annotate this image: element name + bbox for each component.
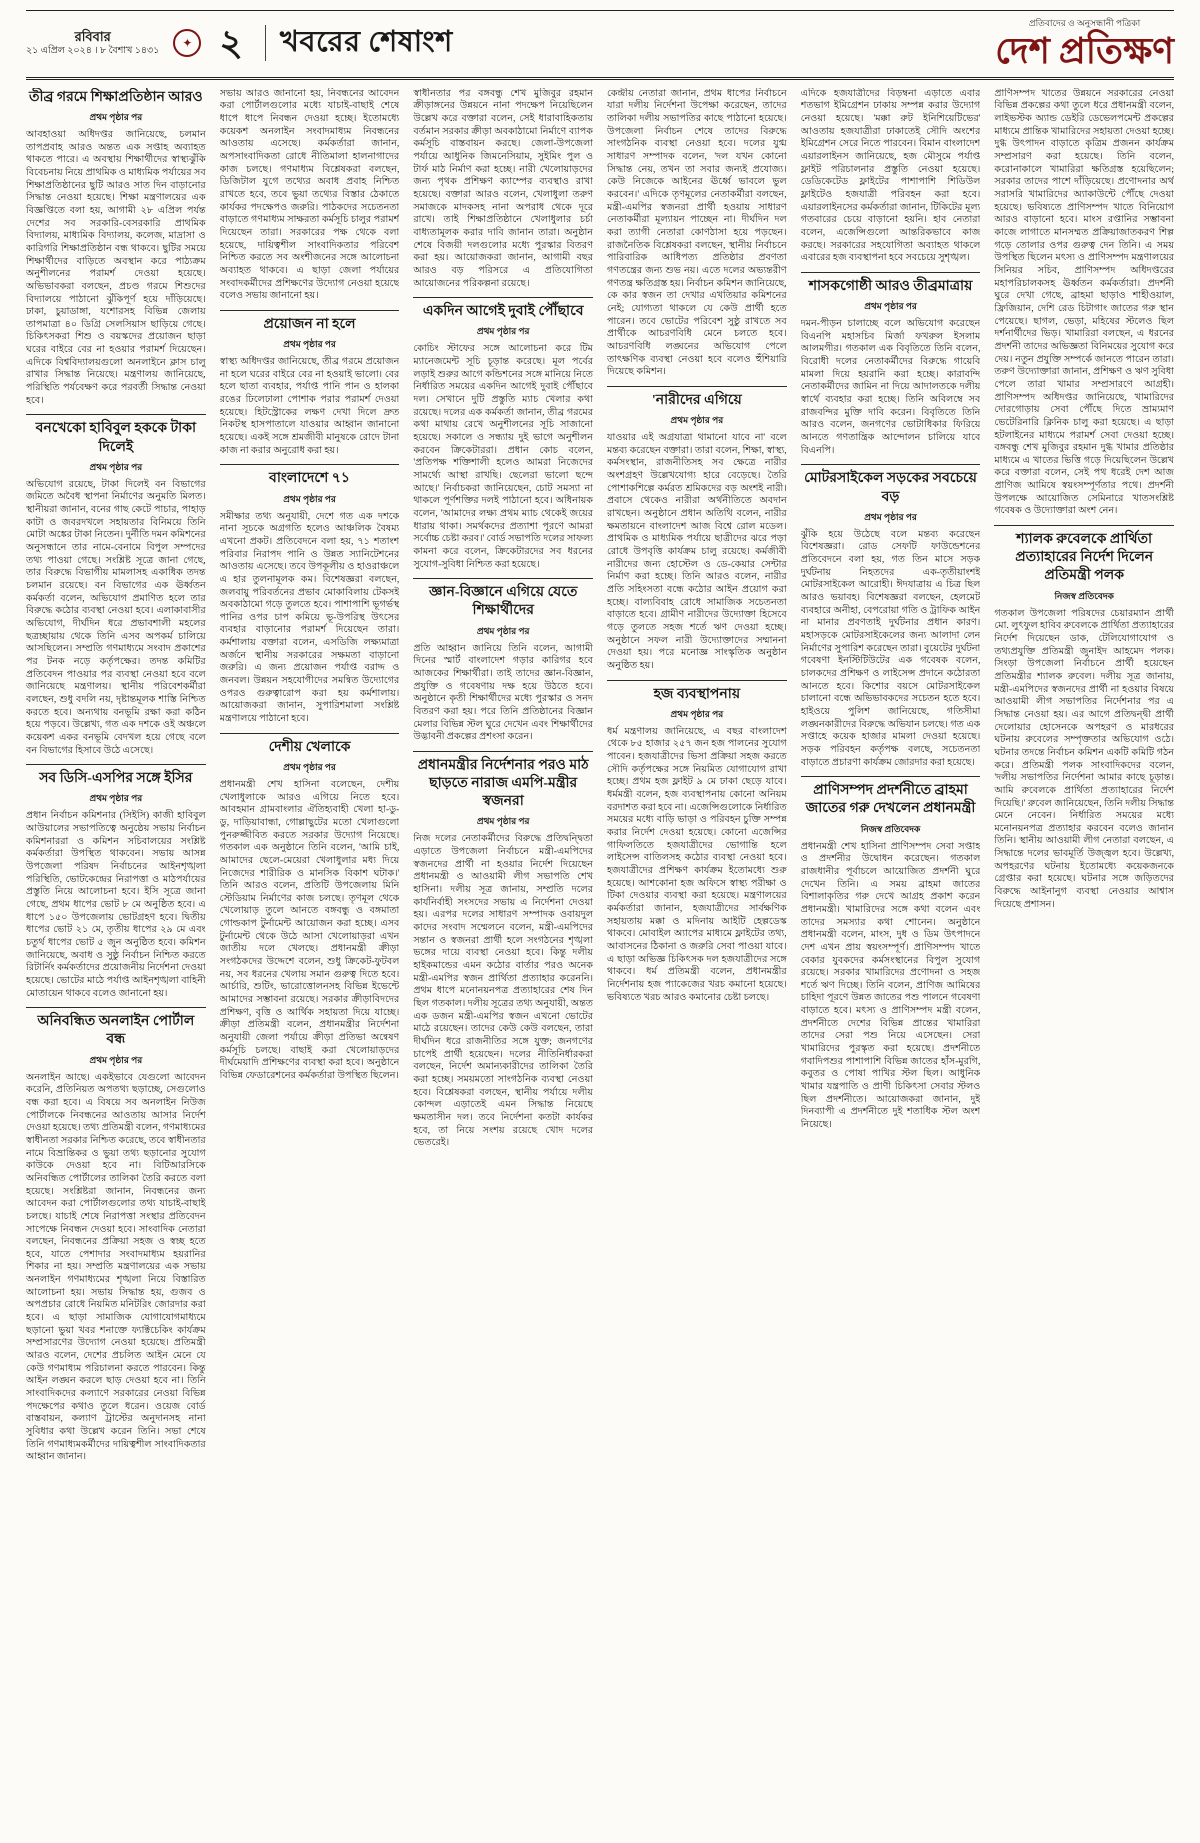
article-byline: প্রথম পৃষ্ঠার পর xyxy=(283,493,336,504)
article-body: প্রধানমন্ত্রী শেখ হাসিনা প্রাণিসম্পদ সেবা সপ্তাহ ও প্রদর্শনীর উদ্বোধন করেছেন। গতকাল রাজধানীর পূর্বাচলে আয়োজিত প্রদর্শনী ঘুরে দেখেন তিনি। এ সময় ব্রাহমা জাতের বিশালাকৃতির গরু দেখে আগ্রহ প্রকাশ করেন প্রধানমন্ত্রী। খামারিদের সঙ্গে কথা বলেন এবং তাদের সমস্যার কথা শোনেন। অনুষ্ঠানে প্রধানমন্ত্রী বলেন, মাংস, দুধ ও ডিম উৎপাদনে দেশ এখন প্রায় স্বয়ংসম্পূর্ণ। প্রাণিসম্পদ খাতে বেকার যুবকদের কর্মসংস্থানের বিপুল সুযোগ রয়েছে। সরকার খামারিদের প্রণোদনা ও সহজ শর্তে ঋণ দিচ্ছে। তিনি বলেন, প্রাণিজ আমিষের চাহিদা পূরণে উন্নত জাতের পশু পালনে গবেষণা বাড়াতে হবে। মৎস্য ও প্রাণিসম্পদ মন্ত্রী বলেন, প্রদর্শনীতে দেশের বিভিন্ন প্রান্তের খামারিরা তাদের সেরা পশু নিয়ে এসেছেন। সেরা খামারিদের পুরস্কৃত করা হয়েছে। প্রদর্শনীতে গবাদিপশুর পাশাপাশি বিভিন্ন জাতের হাঁস-মুরগি, কবুতর ও পোষা পাখির স্টল ছিল। আধুনিক খামার যন্ত্রপাতি ও প্রাণী চিকিৎসা সেবার স্টলও ছিল প্রদর্শনীতে। আয়োজকরা জানান, দুই দিনব্যাপী এ প্রদর্শনীতে দুই শতাধিক স্টল অংশ নিয়েছে। xyxy=(800,840,981,1131)
article-continuation: স্বাধীনতার পর বঙ্গবন্ধু শেখ মুজিবুর রহমান ক্রীড়াঙ্গনের উন্নয়নে নানা পদক্ষেপ নিয়েছিলেন উল্লেখ করে বক্তারা বলেন, সেই ধারাবাহিকতায় বর্তমান সরকার ক্রীড়া অবকাঠামো নির্মাণে ব্যাপক কর্মসূচি বাস্তবায়ন করছে। জেলা-উপজেলা পর্যায়ে আধুনিক জিমনেসিয়াম, সুইমিং পুল ও টার্ফ মাঠ নির্মাণ করা হচ্ছে। নারী খেলোয়াড়দের জন্য পৃথক প্রশিক্ষণ ক্যাম্পের ব্যবস্থাও রাখা হয়েছে। বক্তারা আরও বলেন, খেলাধুলা তরুণ সমাজকে মাদকসহ নানা অপরাধ থেকে দূরে রাখে। তাই শিক্ষাপ্রতিষ্ঠানে খেলাধুলার চর্চা বাধ্যতামূলক করার দাবি জানান তারা। অনুষ্ঠান শেষে বিজয়ী দলগুলোর মধ্যে পুরস্কার বিতরণ করা হয়। আয়োজকরা জানান, আগামী বছর আরও বড় পরিসরে এ প্রতিযোগিতা আয়োজনের পরিকল্পনা রয়েছে। xyxy=(413,87,594,289)
news-column xyxy=(607,88,787,1840)
article-byline: নিজস্ব প্রতিবেদক xyxy=(860,823,921,834)
news-article xyxy=(220,464,400,725)
news-article xyxy=(26,1007,206,1464)
article-headline: প্রয়োজন না হলে xyxy=(263,316,356,332)
news-column xyxy=(220,88,400,1840)
article-body: যাওয়ার এই অগ্রযাত্রা থামানো যাবে না' বলে মন্তব্য করেছেন বক্তারা। তারা বলেন, শিক্ষা, স্বাস্থ্য, কর্মসংস্থান, রাজনীতিসহ সব ক্ষেত্রে নারীর অংশগ্রহণ উল্লেখযোগ্য হারে বেড়েছে। তৈরি পোশাকশিল্পে কর্মরত শ্রমিকদের বড় অংশই নারী। প্রবাসে থেকেও নারীরা অর্থনীতিতে অবদান রাখছেন। অনুষ্ঠানে প্রধান অতিথি বলেন, নারীর ক্ষমতায়নে বাংলাদেশ আজ বিশ্বে রোল মডেল। প্রাথমিক ও মাধ্যমিক পর্যায়ে ছাত্রীদের ঝরে পড়া রোধে উপবৃত্তি কার্যক্রম চালু রয়েছে। কর্মজীবী নারীদের জন্য হোস্টেল ও ডে-কেয়ার সেন্টার নির্মাণ করা হচ্ছে। তিনি আরও বলেন, নারীর প্রতি সহিংসতা বন্ধে কঠোর আইন প্রয়োগ করা হচ্ছে। বাল্যবিবাহ রোধে সামাজিক সচেতনতা বাড়াতে হবে। গ্রামীণ নারীদের উদ্যোক্তা হিসেবে গড়ে তুলতে সহজ শর্তে ঋণ দেওয়া হচ্ছে। অনুষ্ঠানে সফল নারী উদ্যোক্তাদের সম্মাননা দেওয়া হয়। পরে মনোজ্ঞ সাংস্কৃতিক অনুষ্ঠান অনুষ্ঠিত হয়। xyxy=(607,432,787,671)
news-article xyxy=(26,89,206,408)
article-byline: প্রথম পৃষ্ঠার পর xyxy=(864,511,917,522)
section-title: খবরের শেষাংশ xyxy=(279,25,453,58)
article-byline: প্রথম পৃষ্ঠার পর xyxy=(89,793,143,804)
date-block xyxy=(26,29,163,57)
news-column xyxy=(801,88,981,1840)
article-byline: প্রথম পৃষ্ঠার পর xyxy=(476,816,530,827)
news-article xyxy=(26,764,206,1000)
header-divider xyxy=(265,25,266,61)
news-article xyxy=(801,776,981,1131)
article-body: সমীক্ষার তথ্য অনুযায়ী, দেশে গত এক দশকে নানা সূচকে অগ্রগতি হলেও আঞ্চলিক বৈষম্য এখনো প্রকট। প্রতিবেদনে বলা হয়, ৭১ শতাংশ পরিবার নিরাপদ পানি ও উন্নত স্যানিটেশনের আওতায় এসেছে। তবে উপকূলীয় ও হাওরাঞ্চলে এ হার তুলনামূলক কম। বিশেষজ্ঞরা বলছেন, জলবায়ু পরিবর্তনের প্রভাব মোকাবিলায় টেকসই অবকাঠামো গড়ে তুলতে হবে। পাশাপাশি ভূগর্ভস্থ পানির ওপর চাপ কমিয়ে ভূ-উপরিস্থ উৎসের ব্যবহার বাড়ানোর পরামর্শ দিয়েছেন তারা। কর্মশালায় বক্তারা বলেন, এসডিজি লক্ষ্যমাত্রা অর্জনে স্থানীয় সরকারের সক্ষমতা বাড়ানো জরুরি। এ জন্য প্রয়োজন পর্যাপ্ত বরাদ্দ ও জনবল। উন্নয়ন সহযোগীদের সমন্বিত উদ্যোগের ওপরও গুরুত্বারোপ করা হয় কর্মশালায়। আয়োজকরা জানান, সুপারিশমালা সংশ্লিষ্ট মন্ত্রণালয়ে পাঠানো হবে। xyxy=(219,510,400,725)
article-headline: হজ ব্যবস্থাপনায় xyxy=(653,686,741,702)
masthead-tagline: প্রতিবাদের ও অনুসন্ধানী পত্রিকা xyxy=(1028,18,1141,28)
news-column xyxy=(994,88,1174,1840)
article-body: প্রতি আহ্বান জানিয়ে তিনি বলেন, আগামী দিনের স্মার্ট বাংলাদেশ গড়ার কারিগর হবে আজকের শিক্ষার্থীরা। তাই তাদের জ্ঞান-বিজ্ঞান, প্রযুক্তি ও গবেষণায় দক্ষ হয়ে উঠতে হবে। অনুষ্ঠানে কৃতী শিক্ষার্থীদের মধ্যে পুরস্কার ও সনদ বিতরণ করা হয়। পরে তিনি প্রতিষ্ঠানের বিজ্ঞান মেলার বিভিন্ন স্টল ঘুরে দেখেন এবং শিক্ষার্থীদের উদ্ভাবনী প্রকল্পের প্রশংসা করেন। xyxy=(413,642,594,743)
page-header xyxy=(26,10,1174,80)
page-number: ২ xyxy=(219,23,243,64)
date-line: ২১ এপ্রিল ২০২৪ । ৮ বৈশাখ ১৪৩১ xyxy=(26,45,160,56)
article-body: কোচিং স্টাফের সঙ্গে আলোচনা করে টিম ম্যানেজমেন্ট সূচি চূড়ান্ত করেছে। মূল পর্বের লড়াই শুরুর আগে কন্ডিশনের সঙ্গে মানিয়ে নিতে নির্ধারিত সময়ের একদিন আগেই দুবাই পৌঁছাবে দল। সেখানে দুটি প্রস্তুতি ম্যাচ খেলার কথা রয়েছে। দলের এক কর্মকর্তা জানান, তীব্র গরমের কথা মাথায় রেখে অনুশীলনের সূচি সাজানো হয়েছে। সকালে ও সন্ধ্যায় দুই ভাগে অনুশীলন করবেন ক্রিকেটাররা। প্রধান কোচ বলেন, 'প্রতিপক্ষ শক্তিশালী হলেও আমরা নিজেদের সামর্থ্যে আস্থা রাখছি। ছেলেরা ভালো ছন্দে আছে।' নির্বাচকরা জানিয়েছেন, চোট সমস্যা না থাকলে পূর্ণশক্তির দলই পাঠানো হবে। অধিনায়ক বলেন, 'আমাদের লক্ষ্য প্রথম ম্যাচ থেকেই জয়ের ধারায় থাকা। সমর্থকদের প্রত্যাশা পূরণে আমরা সর্বোচ্চ চেষ্টা করব।' বোর্ড সভাপতি দলের সাফল্য কামনা করে বলেন, ক্রিকেটারদের সব ধরনের সুযোগ-সুবিধা নিশ্চিত করা হয়েছে। xyxy=(413,343,594,570)
news-article xyxy=(607,386,787,673)
article-continuation: কেন্দ্রীয় নেতারা জানান, প্রথম ধাপের নির্বাচনে যারা দলীয় নির্দেশনা উপেক্ষা করেছেন, তাদের তালিকা দলীয় সভাপতির কাছে পাঠানো হয়েছে। উপজেলা নির্বাচন শেষে তাদের বিরুদ্ধে সাংগঠনিক ব্যবস্থা নেওয়া হবে। দলের যুগ্ম সাধারণ সম্পাদক বলেন, 'দল যখন কোনো সিদ্ধান্ত নেয়, তখন তা সবার জন্যই প্রযোজ্য। কেউ নিজেকে আইনের ঊর্ধ্বে ভাবলে ভুল করবেন।' এদিকে তৃণমূলের নেতাকর্মীরা বলছেন, মন্ত্রী-এমপির স্বজনরা প্রার্থী হওয়ায় সাধারণ নেতাকর্মীরা মূল্যায়ন পাচ্ছেন না। দীর্ঘদিন দল করা ত্যাগী নেতারা কোণঠাসা হয়ে পড়ছেন। রাজনৈতিক বিশ্লেষকরা বলছেন, স্থানীয় নির্বাচনে পারিবারিক আধিপত্য প্রতিষ্ঠার প্রবণতা গণতন্ত্রের জন্য শুভ নয়। এতে দলের অভ্যন্তরীণ গণতন্ত্র ক্ষতিগ্রস্ত হয়। নির্বাচন কমিশন জানিয়েছে, কে কার স্বজন তা দেখার এখতিয়ার কমিশনের নেই; যোগ্যতা থাকলে যে কেউ প্রার্থী হতে পারেন। তবে ভোটের পরিবেশ সুষ্ঠু রাখতে সব প্রার্থীকে আচরণবিধি মেনে চলতে হবে। আচরণবিধি লঙ্ঘনের অভিযোগ পেলে তাৎক্ষণিক ব্যবস্থা নেওয়া হবে বলেও হুঁশিয়ারি দিয়েছে কমিশন। xyxy=(607,87,787,378)
article-byline: প্রথম পৃষ্ঠার পর xyxy=(89,1054,143,1065)
article-body: প্রধানমন্ত্রী শেখ হাসিনা বলেছেন, দেশীয় খেলাধুলাকে আরও এগিয়ে নিতে হবে। আবহমান গ্রামবাংলার ঐতিহ্যবাহী খেলা হা-ডু-ডু, দাড়িয়াবান্ধা, গোল্লাছুটের মতো খেলাগুলো পুনরুজ্জীবিত করতে সরকার উদ্যোগ নিয়েছে। গতকাল এক অনুষ্ঠানে তিনি বলেন, 'আমি চাই, আমাদের ছেলে-মেয়েরা খেলাধুলার মধ্য দিয়ে নিজেদের শারীরিক ও মানসিক বিকাশ ঘটাক।' তিনি আরও বলেন, প্রতিটি উপজেলায় মিনি স্টেডিয়াম নির্মাণের কাজ চলছে। তৃণমূল থেকে খেলোয়াড় তুলে আনতে বঙ্গবন্ধু ও বঙ্গমাতা গোল্ডকাপ টুর্নামেন্ট আয়োজন করা হচ্ছে। এসব টুর্নামেন্ট থেকে উঠে আসা খেলোয়াড়রা এখন জাতীয় দলে খেলছে। প্রধানমন্ত্রী ক্রীড়া সংগঠকদের উদ্দেশে বলেন, শুধু ক্রিকেট-ফুটবল নয়, সব ধরনের খেলায় সমান গুরুত্ব দিতে হবে। আর্চারি, শুটিং, ভারোত্তোলনসহ বিভিন্ন ইভেন্টে আমাদের সম্ভাবনা রয়েছে। সরকার ক্রীড়াবিদদের প্রশিক্ষণ, বৃত্তি ও আর্থিক সহায়তা দিয়ে যাচ্ছে। ক্রীড়া প্রতিমন্ত্রী বলেন, প্রধানমন্ত্রীর নির্দেশনা অনুযায়ী জেলা পর্যায়ে ক্রীড়া প্রতিভা অন্বেষণ কর্মসূচি চলছে। বাছাই করা খেলোয়াড়দের দীর্ঘমেয়াদি প্রশিক্ষণের ব্যবস্থা করা হবে। অনুষ্ঠানে বিভিন্ন ফেডারেশনের কর্মকর্তারা উপস্থিত ছিলেন। xyxy=(219,778,400,1082)
article-continuation: প্রাণিসম্পদ খাতের উন্নয়নে সরকারের নেওয়া বিভিন্ন প্রকল্পের কথা তুলে ধরে প্রধানমন্ত্রী বলেন, লাইভস্টক অ্যান্ড ডেইরি ডেভেলপমেন্ট প্রকল্পের মাধ্যমে প্রান্তিক খামারিদের সহায়তা দেওয়া হচ্ছে। দুগ্ধ উৎপাদন বাড়াতে কৃত্রিম প্রজনন কার্যক্রম সম্প্রসারণ করা হয়েছে। তিনি বলেন, করোনাকালে খামারিরা ক্ষতিগ্রস্ত হয়েছিলেন; সরকার তাদের পাশে দাঁড়িয়েছে। প্রণোদনার অর্থ সরাসরি খামারিদের অ্যাকাউন্টে পৌঁছে দেওয়া হয়েছে। ভবিষ্যতে প্রাণিসম্পদ খাতে বিনিয়োগ আরও বাড়ানো হবে। মাংস রপ্তানির সম্ভাবনা কাজে লাগাতে মানসম্মত প্রক্রিয়াজাতকরণ শিল্প গড়ে তোলার ওপর গুরুত্ব দেন তিনি। এ সময় উপস্থিত ছিলেন মৎস্য ও প্রাণিসম্পদ মন্ত্রণালয়ের সিনিয়র সচিব, প্রাণিসম্পদ অধিদপ্তরের মহাপরিচালকসহ ঊর্ধ্বতন কর্মকর্তারা। প্রদর্শনী ঘুরে দেখা গেছে, ব্রাহমা ছাড়াও শাহীওয়াল, ফ্রিজিয়ান, দেশি রেড চিটাগাং জাতের গরু স্থান পেয়েছে। ছাগল, ভেড়া, মহিষের স্টলেও ছিল দর্শনার্থীদের ভিড়। খামারিরা বলছেন, এ ধরনের প্রদর্শনী তাদের অভিজ্ঞতা বিনিময়ের সুযোগ করে দেয়। নতুন প্রযুক্তি সম্পর্কে জানতে পারেন তারা। তরুণ উদ্যোক্তারা জানান, প্রশিক্ষণ ও ঋণ সুবিধা পেলে তারা খামার সম্প্রসারণে আগ্রহী। প্রাণিসম্পদ অধিদপ্তর জানিয়েছে, খামারিদের দোরগোড়ায় সেবা পৌঁছে দিতে ভ্রাম্যমাণ ভেটেরিনারি ক্লিনিক চালু করা হয়েছে। এ ছাড়া হটলাইনের মাধ্যমে পরামর্শ সেবা দেওয়া হচ্ছে। বঙ্গবন্ধু শেখ মুজিবুর রহমান দুগ্ধ খামার প্রতিষ্ঠার মাধ্যমে এ খাতের ভিত্তি গড়ে দিয়েছিলেন উল্লেখ করে বক্তারা বলেন, সেই পথ ধরেই দেশ আজ প্রাণিজ আমিষে স্বয়ংসম্পূর্ণতার পথে। প্রদর্শনী উপলক্ষে আয়োজিত সেমিনারে খাতসংশ্লিষ্ট গবেষক ও উদ্যোক্তারা অংশ নেন। xyxy=(994,87,1174,517)
article-body: দমন-পীড়ন চালাচ্ছে বলে অভিযোগ করেছেন বিএনপি মহাসচিব মির্জা ফখরুল ইসলাম আলমগীর। গতকাল এক বিবৃতিতে তিনি বলেন, বিরোধী দলের নেতাকর্মীদের বিরুদ্ধে গায়েবি মামলা দিয়ে হয়রানি করা হচ্ছে। কারাবন্দি নেতাকর্মীদের জামিন না দিয়ে আদালতকে দলীয় স্বার্থে ব্যবহার করা হচ্ছে। তিনি অবিলম্বে সব রাজবন্দির মুক্তি দাবি করেন। বিবৃতিতে তিনি আরও বলেন, জনগণের ভোটাধিকার ফিরিয়ে আনতে গণতান্ত্রিক আন্দোলন চালিয়ে যাবে বিএনপি। xyxy=(800,318,981,456)
article-byline: প্রথম পৃষ্ঠার পর xyxy=(670,708,724,719)
news-column xyxy=(413,88,593,1840)
article-headline: তীব্র গরমে শিক্ষাপ্রতিষ্ঠান আরও xyxy=(28,89,203,105)
article-headline: শ্যালক রুবেলকে প্রার্থিতা প্রত্যাহারের নির্দেশ দিলেন প্রতিমন্ত্রী পলক xyxy=(1015,532,1154,584)
weekday-label: রবিবার xyxy=(74,29,111,45)
article-byline: প্রথম পৃষ্ঠার পর xyxy=(670,415,724,426)
news-article xyxy=(220,733,400,1083)
article-headline: মোটরসাইকেল সড়কের সবচেয়ে বড় xyxy=(804,471,977,505)
article-body: গতকাল উপজেলা পরিষদের চেয়ারম্যান প্রার্থী মো. লুৎফুল হাবিব রুবেলকে প্রার্থিতা প্রত্যাহারের নির্দেশ দিয়েছেন ডাক, টেলিযোগাযোগ ও তথ্যপ্রযুক্তি প্রতিমন্ত্রী জুনাইদ আহমেদ পলক। সিংড়া উপজেলা নির্বাচনে প্রার্থী হয়েছেন প্রতিমন্ত্রীর শ্যালক রুবেল। দলীয় সূত্র জানায়, মন্ত্রী-এমপিদের স্বজনদের প্রার্থী না হওয়ার বিষয়ে আওয়ামী লীগ সভাপতির নির্দেশনার পর এ সিদ্ধান্ত নেওয়া হয়। এর আগে প্রতিদ্বন্দ্বী প্রার্থী দেলোয়ার হোসেনকে অপহরণ ও মারধরের ঘটনায় রুবেলের সম্পৃক্ততার অভিযোগ ওঠে। ঘটনার তদন্তে নির্বাচন কমিশন একটি কমিটি গঠন করে। প্রতিমন্ত্রী পলক সাংবাদিকদের বলেন, 'দলীয় সভাপতির নির্দেশনা আমার কাছে চূড়ান্ত। আমি রুবেলকে প্রার্থিতা প্রত্যাহারের নির্দেশ দিয়েছি।' রুবেল জানিয়েছেন, তিনি দলীয় সিদ্ধান্ত মেনে নেবেন। নির্ধারিত সময়ের মধ্যে মনোনয়নপত্র প্রত্যাহার করবেন বলেও জানান তিনি। স্থানীয় আওয়ামী লীগ নেতারা বলছেন, এ সিদ্ধান্তে দলের ভাবমূর্তি উজ্জ্বল হবে। উল্লেখ্য, অপহরণের ঘটনায় ইতোমধ্যে কয়েকজনকে গ্রেপ্তার করা হয়েছে। ঘটনার সঙ্গে জড়িতদের বিরুদ্ধে আইনানুগ ব্যবস্থা নেওয়ার আশ্বাস দিয়েছে প্রশাসন। xyxy=(994,607,1174,910)
news-article xyxy=(801,272,981,457)
article-byline: প্রথম পৃষ্ঠার পর xyxy=(864,301,917,312)
article-byline: প্রথম পৃষ্ঠার পর xyxy=(476,326,530,337)
article-headline: অনিবন্ধিত অনলাইন পোর্টাল বন্ধ xyxy=(37,1014,195,1048)
article-body: প্রধান নির্বাচন কমিশনার (সিইসি) কাজী হাবিবুল আউয়ালের সভাপতিত্বে অনুষ্ঠেয় সভায় নির্বাচন কমিশনাররা ও কমিশন সচিবালয়ের সংশ্লিষ্ট কর্মকর্তারা উপস্থিত থাকবেন। সভায় আসন্ন উপজেলা পরিষদ নির্বাচনের আইনশৃঙ্খলা পরিস্থিতি, ভোটকেন্দ্রের নিরাপত্তা ও মাঠপর্যায়ের প্রস্তুতি নিয়ে আলোচনা হবে। ইসি সূত্রে জানা গেছে, প্রথম ধাপের ভোট ৮ মে অনুষ্ঠিত হবে। এ ধাপে ১৫০ উপজেলায় ভোটগ্রহণ হবে। দ্বিতীয় ধাপের ভোট ২১ মে, তৃতীয় ধাপের ২৯ মে এবং চতুর্থ ধাপের ভোট ৫ জুন অনুষ্ঠিত হবে। কমিশন জানিয়েছে, অবাধ ও সুষ্ঠু নির্বাচন নিশ্চিত করতে রিটার্নিং কর্মকর্তাদের প্রয়োজনীয় নির্দেশনা দেওয়া হয়েছে। ভোটের মাঠে পর্যাপ্ত আইনশৃঙ্খলা বাহিনী মোতায়েন থাকবে বলেও জানানো হয়। xyxy=(26,810,206,999)
article-byline: প্রথম পৃষ্ঠার পর xyxy=(476,625,530,636)
article-continuation: এদিকে হজযাত্রীদের বিড়ম্বনা এড়াতে এবার শতভাগ ইমিগ্রেশন ঢাকায় সম্পন্ন করার উদ্যোগ নেওয়া হয়েছে। 'মক্কা রুট ইনিশিয়েটিভের' আওতায় হজযাত্রীরা ঢাকাতেই সৌদি অংশের ইমিগ্রেশন সেরে নিতে পারবেন। বিমান বাংলাদেশ এয়ারলাইনস জানিয়েছে, হজ মৌসুমে পর্যাপ্ত ফ্লাইট পরিচালনার প্রস্তুতি নেওয়া হয়েছে। ডেডিকেটেড ফ্লাইটের পাশাপাশি শিডিউল ফ্লাইটেও হজযাত্রী পরিবহন করা হবে। এয়ারলাইনসের কর্মকর্তারা জানান, টিকিটের মূল্য গতবারের চেয়ে বাড়ানো হয়নি। হাব নেতারা বলেন, এজেন্সিগুলো আন্তরিকভাবে কাজ করছে। সরকারের সহযোগিতা অব্যাহত থাকলে এবারের হজ ব্যবস্থাপনা হবে সবচেয়ে সুশৃঙ্খল। xyxy=(800,87,981,264)
article-byline: প্রথম পৃষ্ঠার পর xyxy=(89,461,143,472)
article-body: নিজ দলের নেতাকর্মীদের বিরুদ্ধে প্রতিদ্বন্দ্বিতা এড়াতে উপজেলা নির্বাচনে মন্ত্রী-এমপিদের স্বজনদের প্রার্থী না হওয়ার নির্দেশ দিয়েছেন প্রধানমন্ত্রী ও আওয়ামী লীগ সভাপতি শেখ হাসিনা। দলীয় সূত্র জানায়, সম্প্রতি দলের কার্যনির্বাহী সংসদের সভায় এ নির্দেশনা দেওয়া হয়। এরপর দলের সাধারণ সম্পাদক ওবায়দুল কাদের সংবাদ সম্মেলনে বলেন, মন্ত্রী-এমপিদের সন্তান ও স্বজনরা প্রার্থী হলে সংগঠনের শৃঙ্খলা ভঙ্গের দায়ে ব্যবস্থা নেওয়া হবে। কিন্তু দলীয় হাইকমান্ডের এমন কঠোর বার্তার পরও অনেক মন্ত্রী-এমপির স্বজন প্রার্থিতা প্রত্যাহার করেননি। প্রথম ধাপে মনোনয়নপত্র প্রত্যাহারের শেষ দিন ছিল গতকাল। দলীয় সূত্রের তথ্য অনুযায়ী, অন্তত এক ডজন মন্ত্রী-এমপির স্বজন এখনো ভোটের মাঠে রয়েছেন। তাদের কেউ কেউ বলছেন, তারা দীর্ঘদিন ধরে রাজনীতির সঙ্গে যুক্ত; জনগণের চাপেই প্রার্থী হয়েছেন। দলের নীতিনির্ধারকরা বলছেন, নির্দেশ অমান্যকারীদের তালিকা তৈরি করা হচ্ছে। সময়মতো সাংগঠনিক ব্যবস্থা নেওয়া হবে। বিশ্লেষকরা বলছেন, স্থানীয় পর্যায়ে দলীয় কোন্দল এড়াতেই এমন সিদ্ধান্ত নিয়েছে ক্ষমতাসীন দল। তবে নির্দেশনা কতটা কার্যকর হবে, তা নিয়ে সংশয় রয়েছে খোদ দলের ভেতরেই। xyxy=(413,833,594,1149)
masthead-block xyxy=(985,16,1174,71)
article-headline: বনখেকো হাবিবুল হককে টাকা দিলেই xyxy=(35,421,197,455)
columns-area xyxy=(26,88,1174,1840)
news-column xyxy=(26,88,206,1840)
news-article xyxy=(607,680,787,1005)
news-article xyxy=(994,525,1174,911)
article-body: ঝুঁকি হয়ে উঠেছে বলে মন্তব্য করেছেন বিশেষজ্ঞরা। রোড সেফটি ফাউন্ডেশনের প্রতিবেদনে বলা হয়, গত তিন মাসে সড়ক দুর্ঘটনায় নিহতদের এক-তৃতীয়াংশই মোটরসাইকেল আরোহী। ঈদযাত্রায় এ চিত্র ছিল আরও ভয়াবহ। বিশেষজ্ঞরা বলছেন, হেলমেট ব্যবহারে অনীহা, বেপরোয়া গতি ও ট্রাফিক আইন না মানার প্রবণতাই দুর্ঘটনার প্রধান কারণ। মহাসড়কে মোটরসাইকেলের জন্য আলাদা লেন নির্মাণের সুপারিশ করেছেন তারা। বুয়েটের দুর্ঘটনা গবেষণা ইনস্টিটিউটের এক গবেষক বলেন, চালকদের প্রশিক্ষণ ও লাইসেন্স প্রদানে কঠোরতা আনতে হবে। কিশোর বয়সে মোটরসাইকেল চালানো বন্ধে অভিভাবকদের সচেতন হতে হবে। হাইওয়ে পুলিশ জানিয়েছে, গতিসীমা লঙ্ঘনকারীদের বিরুদ্ধে অভিযান চলছে। গত এক সপ্তাহে কয়েক হাজার মামলা দেওয়া হয়েছে। সড়ক পরিবহন কর্তৃপক্ষ বলছে, সচেতনতা বাড়াতে প্রচারণা কার্যক্রম জোরদার করা হয়েছে। xyxy=(800,528,981,768)
article-body: স্বাস্থ্য অধিদপ্তর জানিয়েছে, তীব্র গরমে প্রয়োজন না হলে ঘরের বাইরে বের না হওয়াই ভালো। বের হলে ছাতা ব্যবহার, পর্যাপ্ত পানি পান ও হালকা রঙের ঢিলেঢালা পোশাক পরার পরামর্শ দেওয়া হয়েছে। হিটস্ট্রোকের লক্ষণ দেখা দিলে দ্রুত নিকটস্থ হাসপাতালে যাওয়ার আহ্বান জানানো হয়েছে। একই সঙ্গে শ্রমজীবী মানুষকে রোদে টানা কাজ না করার অনুরোধ করা হয়। xyxy=(219,356,400,456)
news-article xyxy=(801,464,981,769)
article-headline: জ্ঞান-বিজ্ঞানে এগিয়ে যেতে শিক্ষার্থীদের xyxy=(429,585,578,619)
article-headline: বাংলাদেশে ৭১ xyxy=(269,471,350,487)
article-headline: 'নারীদের এগিয়ে xyxy=(651,392,742,408)
article-byline: প্রথম পৃষ্ঠার পর xyxy=(283,761,336,772)
masthead: দেশ প্রতিক্ষণ xyxy=(995,31,1174,71)
article-headline: শাসকগোষ্ঠী আরও তীব্রমাত্রায় xyxy=(808,278,973,294)
article-body: আবহাওয়া অধিদপ্তর জানিয়েছে, চলমান তাপপ্রবাহ আরও অন্তত এক সপ্তাহ অব্যাহত থাকতে পারে। এ অবস্থায় শিক্ষার্থীদের স্বাস্থ্যঝুঁকি বিবেচনায় নিয়ে প্রাথমিক ও মাধ্যমিক পর্যায়ের সব শিক্ষাপ্রতিষ্ঠানের ছুটি আরও সাত দিন বাড়ানোর সিদ্ধান্ত নেওয়া হয়েছে। শিক্ষা মন্ত্রণালয়ের এক বিজ্ঞপ্তিতে বলা হয়, আগামী ২৮ এপ্রিল পর্যন্ত দেশের সব সরকারি-বেসরকারি প্রাথমিক বিদ্যালয়, মাধ্যমিক বিদ্যালয়, কলেজ, মাদ্রাসা ও কারিগরি শিক্ষাপ্রতিষ্ঠান বন্ধ থাকবে। ছুটির সময়ে শিক্ষার্থীদের বাড়িতে অবস্থান করে পাঠ্যক্রম অনুশীলনের পরামর্শ দেওয়া হয়েছে। অভিভাবকরা বলছেন, প্রচণ্ড গরমে শিশুদের বিদ্যালয়ে পাঠানো ঝুঁকিপূর্ণ হয়ে দাঁড়িয়েছে। ঢাকা, চুয়াডাঙ্গা, যশোরসহ বিভিন্ন জেলায় তাপমাত্রা ৪০ ডিগ্রি সেলসিয়াস ছাড়িয়ে গেছে। চিকিৎসকরা শিশু ও বয়স্কদের প্রয়োজন ছাড়া ঘরের বাইরে বের না হওয়ার পরামর্শ দিয়েছেন। এদিকে বিশ্ববিদ্যালয়গুলো অনলাইনে ক্লাস চালু রাখার সিদ্ধান্ত নিয়েছে। মন্ত্রণালয় জানিয়েছে, পরিস্থিতি পর্যবেক্ষণ করে পরবর্তী সিদ্ধান্ত নেওয়া হবে। xyxy=(26,128,206,406)
news-article xyxy=(220,310,400,457)
article-continuation: সভায় আরও জানানো হয়, নিবন্ধনের আবেদন করা পোর্টালগুলোর মধ্যে যাচাই-বাছাই শেষে ধাপে ধাপে নিবন্ধন দেওয়া হচ্ছে। ইতোমধ্যে কয়েকশ অনলাইন সংবাদমাধ্যম নিবন্ধনের আওতায় এসেছে। কর্মকর্তারা জানান, অপসাংবাদিকতা রোধে নীতিমালা হালনাগাদের কাজ চলছে। গণমাধ্যম বিশ্লেষকরা বলছেন, ডিজিটাল যুগে তথ্যের অবাধ প্রবাহ নিশ্চিত রাখতে হবে, তবে ভুয়া তথ্যের বিস্তার ঠেকাতে কার্যকর পদক্ষেপও জরুরি। পাঠকদের সচেতনতা বাড়াতে গণমাধ্যম সাক্ষরতা কর্মসূচি চালুর পরামর্শ দিয়েছেন তারা। সরকারের পক্ষ থেকে বলা হয়েছে, দায়িত্বশীল সাংবাদিকতার পরিবেশ নিশ্চিত করতে সব অংশীজনের সঙ্গে আলোচনা অব্যাহত থাকবে। এ ছাড়া জেলা পর্যায়ের সংবাদকর্মীদের প্রশিক্ষণের উদ্যোগ নেওয়া হয়েছে বলেও সভায় জানানো হয়। xyxy=(219,87,400,302)
article-byline: নিজস্ব প্রতিবেদক xyxy=(1054,590,1114,601)
article-byline: প্রথম পৃষ্ঠার পর xyxy=(89,111,143,122)
news-article xyxy=(413,297,593,571)
article-headline: সব ডিসি-এসপির সঙ্গে ইসির xyxy=(39,771,193,787)
article-byline: প্রথম পৃষ্ঠার পর xyxy=(283,339,336,350)
article-body: অনলাইন আছে। একইভাবে যেগুলো আবেদন করেনি, প্রতিনিয়ত অপতথ্য ছড়াচ্ছে, সেগুলোও বন্ধ করা হবে। এ বিষয়ে সব অনলাইন নিউজ পোর্টালকে নিবন্ধনের আওতায় আসার নির্দেশ দেওয়া হয়েছে। তথ্য প্রতিমন্ত্রী বলেন, গণমাধ্যমের স্বাধীনতা সরকার নিশ্চিত করেছে, তবে স্বাধীনতার নামে বিভ্রান্তিকর ও ভুয়া তথ্য ছড়ানোর সুযোগ কাউকে দেওয়া হবে না। বিটিআরসিকে অনিবন্ধিত পোর্টালের তালিকা তৈরি করতে বলা হয়েছে। সংশ্লিষ্টরা জানান, নিবন্ধনের জন্য আবেদন করা পোর্টালগুলোর তথ্য যাচাই-বাছাই চলছে। যাচাই শেষে নিরাপত্তা সংস্থার প্রতিবেদন সাপেক্ষে নিবন্ধন দেওয়া হবে। সাংবাদিক নেতারা বলছেন, নিবন্ধনের প্রক্রিয়া সহজ ও স্বচ্ছ হতে হবে, যাতে পেশাদার সংবাদমাধ্যম হয়রানির শিকার না হয়। সম্প্রতি মন্ত্রণালয়ের এক সভায় অনলাইন গণমাধ্যমের শৃঙ্খলা নিয়ে বিস্তারিত আলোচনা হয়। সভায় সিদ্ধান্ত হয়, গুজব ও অপপ্রচার রোধে নিয়মিত মনিটরিং জোরদার করা হবে। এ ছাড়া সামাজিক যোগাযোগমাধ্যমে ছড়ানো ভুয়া খবর শনাক্তে ফ্যাক্টচেকিং কার্যক্রম সম্প্রসারণের উদ্যোগ নেওয়া হয়েছে। প্রতিমন্ত্রী আরও বলেন, দেশের প্রচলিত আইন মেনে যে কেউ গণমাধ্যম পরিচালনা করতে পারবেন। কিন্তু আইন লঙ্ঘন করলে ছাড় দেওয়া হবে না। তিনি সাংবাদিকদের কল্যাণে সরকারের নেওয়া বিভিন্ন পদক্ষেপের কথাও তুলে ধরেন। ওয়েজ বোর্ড বাস্তবায়ন, কল্যাণ ট্রাস্টের অনুদানসহ নানা সুবিধার কথা উল্লেখ করেন তিনি। সভা শেষে তিনি গণমাধ্যমকর্মীদের দায়িত্বশীল সাংবাদিকতার আহ্বান জানান। xyxy=(26,1071,206,1463)
paper-crest-icon: ✦ xyxy=(173,29,201,57)
article-body: ধর্ম মন্ত্রণালয় জানিয়েছে, এ বছর বাংলাদেশ থেকে ৮৫ হাজার ২৫৭ জন হজ পালনের সুযোগ পাবেন। হজযাত্রীদের ভিসা প্রক্রিয়া সহজ করতে সৌদি কর্তৃপক্ষের সঙ্গে নিয়মিত যোগাযোগ রাখা হচ্ছে। প্রথম হজ ফ্লাইট ৯ মে ঢাকা ছেড়ে যাবে। ধর্মমন্ত্রী বলেন, হজ ব্যবস্থাপনায় কোনো অনিয়ম বরদাশত করা হবে না। এজেন্সিগুলোকে নির্ধারিত সময়ের মধ্যে বাড়ি ভাড়া ও পরিবহন চুক্তি সম্পন্ন করার নির্দেশ দেওয়া হয়েছে। কোনো এজেন্সির গাফিলতিতে হজযাত্রীদের ভোগান্তি হলে লাইসেন্স বাতিলসহ কঠোর ব্যবস্থা নেওয়া হবে। হজযাত্রীদের প্রশিক্ষণ কার্যক্রম ইতোমধ্যে শুরু হয়েছে। আশকোনা হজ অফিসে স্বাস্থ্য পরীক্ষা ও টিকা দেওয়ার ব্যবস্থা করা হয়েছে। মন্ত্রণালয়ের কর্মকর্তারা জানান, হজযাত্রীদের সার্বক্ষণিক সহায়তায় মক্কা ও মদিনায় আইটি হেল্পডেস্ক থাকবে। মোবাইল অ্যাপের মাধ্যমে ফ্লাইটের তথ্য, আবাসনের ঠিকানা ও জরুরি সেবা পাওয়া যাবে। এ ছাড়া অভিজ্ঞ চিকিৎসক দল হজযাত্রীদের সঙ্গে থাকবে। ধর্ম প্রতিমন্ত্রী বলেন, প্রধানমন্ত্রীর নির্দেশনায় হজ প্যাকেজের খরচ কমানো হয়েছে। ভবিষ্যতে খরচ আরও কমানোর চেষ্টা চলছে। xyxy=(607,725,787,1003)
news-article xyxy=(413,751,593,1150)
news-article xyxy=(26,414,206,757)
article-headline: একদিন আগেই দুবাই পৌঁছাবে xyxy=(422,304,584,320)
article-headline: দেশীয় খেলাকে xyxy=(268,739,351,755)
news-article xyxy=(413,578,593,744)
article-headline: প্রধানমন্ত্রীর নির্দেশনার পরও মাঠ ছাড়তে নারাজ এমপি-মন্ত্রীর স্বজনরা xyxy=(417,757,589,810)
article-body: অভিযোগ রয়েছে, টাকা দিলেই বন বিভাগের জমিতে অবৈধ স্থাপনা নির্মাণের অনুমতি মিলত। স্থানীয়রা জানান, বনের গাছ কেটে পাচার, পাহাড় কাটা ও জবরদখলে সহায়তার বিনিময়ে তিনি মোটা অঙ্কের টাকা নিতেন। দুর্নীতি দমন কমিশনের অনুসন্ধানে তার নামে-বেনামে বিপুল সম্পদের তথ্য পাওয়া গেছে। সংশ্লিষ্ট সূত্রে জানা গেছে, তার বিরুদ্ধে বিভাগীয় মামলাসহ একাধিক তদন্ত চলমান রয়েছে। বন বিভাগের এক ঊর্ধ্বতন কর্মকর্তা বলেন, অভিযোগ প্রমাণিত হলে তার বিরুদ্ধে কঠোর ব্যবস্থা নেওয়া হবে। এলাকাবাসীর অভিযোগ, দীর্ঘদিন ধরে প্রভাবশালী মহলের ছত্রচ্ছায়ায় থেকে তিনি এসব অপকর্ম চালিয়ে আসছিলেন। সম্প্রতি গণমাধ্যমে সংবাদ প্রকাশের পর টনক নড়ে কর্তৃপক্ষের। তদন্ত কমিটির প্রতিবেদন পাওয়ার পর ব্যবস্থা নেওয়া হবে বলে জানিয়েছে মন্ত্রণালয়। স্থানীয় পরিবেশকর্মীরা বলছেন, শুধু বদলি নয়, দৃষ্টান্তমূলক শাস্তি নিশ্চিত করতে হবে। অন্যথায় বনভূমি রক্ষা করা কঠিন হয়ে পড়বে। উল্লেখ্য, গত এক দশকে ওই অঞ্চলে কয়েকশ একর বনভূমি বেদখল হয়ে গেছে বলে বন বিভাগের হিসাবে উঠে এসেছে। xyxy=(26,478,206,756)
article-headline: প্রাণিসম্পদ প্রদর্শনীতে ব্রাহমা জাতের গরু দেখলেন প্রধানমন্ত্রী xyxy=(805,783,976,817)
